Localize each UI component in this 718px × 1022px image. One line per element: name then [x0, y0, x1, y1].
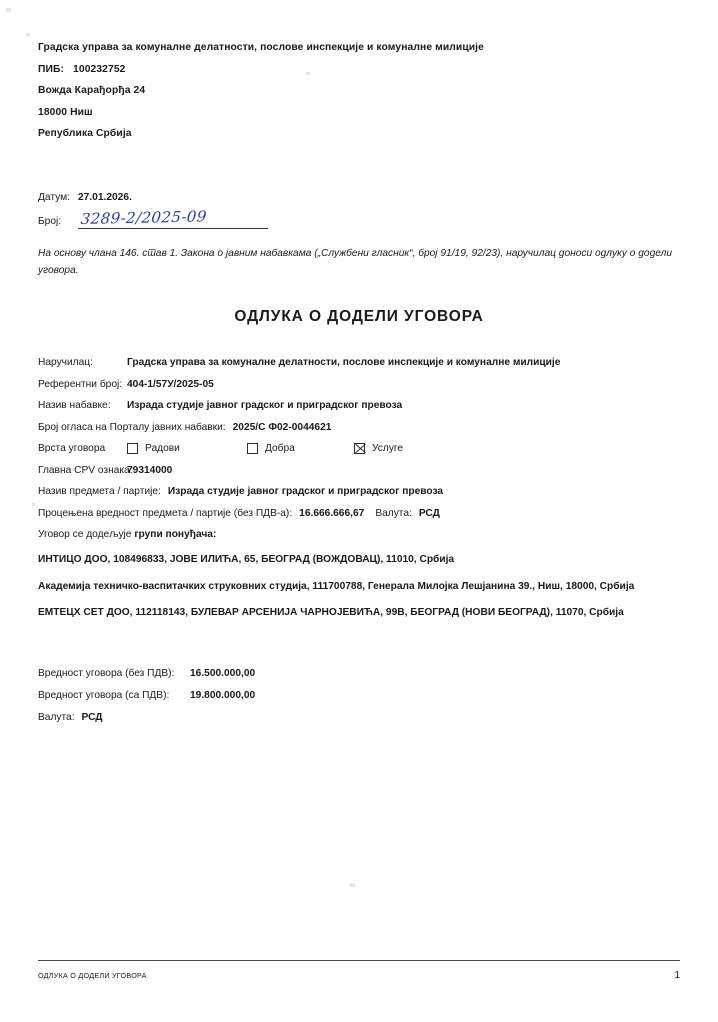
total-net-row — [38, 668, 438, 679]
award-intro — [38, 529, 678, 540]
total-currency-row — [38, 712, 438, 723]
letterhead-organization: Градска управа за комуналне делатности, послове инспекције и комуналне милиције — [38, 42, 484, 53]
total-currency-value: РСД — [81, 712, 103, 723]
contract-type-option-label: Радови — [145, 443, 180, 454]
procurement-name-label: Назив набавке: — [38, 400, 111, 411]
procurement-name-value: Израда студије јавног градског и приградског превоза — [127, 400, 403, 411]
date-row — [38, 188, 358, 205]
page-title: ОДЛУКА О ДОДЕЛИ УГОВОРА — [234, 308, 484, 325]
legal-basis-paragraph: На основу члана 146. став 1. Закона о јавним набавкама („Службени гласник“, број 91/19, 92/23), наручилац доноси одлуку о додели уговора. — [38, 248, 673, 276]
letterhead — [38, 42, 658, 150]
award-intro-bold: групи понуђача: — [134, 529, 217, 540]
footer-divider — [38, 960, 680, 961]
total-gross-label: Вредност уговора (са ПДВ): — [38, 690, 170, 701]
letterhead-pib — [38, 64, 658, 75]
scan-speckle — [26, 33, 30, 36]
checkbox-unchecked-icon[interactable] — [127, 443, 138, 454]
contract-type-option-dobra[interactable] — [247, 443, 354, 454]
number-label: Број: — [38, 216, 62, 227]
number-handwritten-value: 3289-2/2025-09 — [80, 207, 208, 228]
field-reference — [38, 379, 678, 390]
contract-type-option-label: Добра — [265, 443, 295, 454]
scan-speckle — [6, 8, 11, 12]
total-gross-row — [38, 690, 438, 701]
reference-label: Референтни број: — [38, 378, 123, 390]
client-label: Наручилац: — [38, 357, 93, 368]
checkbox-checked-icon[interactable] — [354, 443, 365, 454]
list-item: ЕМТЕЦХ СЕТ ДОО, 112118143, БУЛЕВАР АРСЕНИЈА ЧАРНОЈЕВИЋА, 99В, БЕОГРАД (НОВИ БЕОГРАД), 11070, Србија — [38, 607, 624, 618]
field-portal-notice — [38, 422, 678, 433]
contract-totals — [38, 668, 438, 734]
portal-notice-value: 2025/С Ф02-0044621 — [232, 421, 332, 433]
date-value: 27.01.2026. — [78, 192, 132, 203]
list-item: ИНТИЦО ДОО, 108496833, ЈОВЕ ИЛИЋА, 65, БЕОГРАД (ВОЖДОВАЦ), 11010, Србија — [38, 554, 455, 565]
list-item: Академија техничко-васпитачких струковних студија, 111700788, Генерала Милојка Лешјанина 39., Ниш, 18000, Србија — [38, 580, 635, 592]
reference-value: 404-1/57У/2025-05 — [127, 378, 214, 390]
date-label: Датум: — [38, 192, 70, 203]
footer-document-name: ОДЛУКА О ДОДЕЛИ УГОВОРА — [38, 971, 147, 980]
scan-speckle — [32, 503, 35, 506]
cpv-label: Главна CPV ознака: — [38, 464, 133, 476]
bidder-list — [38, 552, 663, 621]
contract-type-option-label: Услуге — [372, 443, 404, 454]
number-write-line — [78, 208, 268, 229]
field-list — [38, 357, 678, 632]
total-net-value: 16.500.000,00 — [190, 668, 256, 679]
award-intro-regular: Уговор се додељује — [38, 529, 135, 540]
field-procurement-name — [38, 400, 678, 411]
subject-value: Израда студије јавног градског и приградског превоза — [167, 486, 444, 497]
estimated-currency-value: РСД — [418, 507, 440, 519]
total-net-label: Вредност уговора (без ПДВ): — [38, 668, 175, 679]
estimated-currency-label: Валута: — [375, 507, 412, 519]
total-currency-label: Валута: — [38, 712, 75, 723]
footer-page-number: 1 — [674, 970, 680, 981]
page-footer — [38, 970, 680, 981]
client-value: Градска управа за комуналне делатности, послове инспекције и комуналне милиције — [127, 357, 561, 368]
contract-type-option-radovi[interactable] — [127, 443, 247, 454]
number-row — [38, 207, 358, 229]
estimated-value: 16.666.666,67 — [299, 507, 365, 519]
field-cpv — [38, 465, 678, 476]
letterhead-country: Република Србија — [38, 128, 132, 139]
document-meta — [38, 188, 358, 236]
letterhead-postal-city: 18000 Ниш — [38, 106, 93, 118]
pib-value: 100232752 — [73, 63, 126, 75]
contract-type-label: Врста уговора — [38, 443, 106, 454]
scan-speckle — [350, 883, 355, 887]
total-gross-value: 19.800.000,00 — [190, 690, 256, 701]
field-client — [38, 357, 678, 368]
checkbox-unchecked-icon[interactable] — [247, 443, 258, 454]
estimated-label: Процењена вредност предмета / партије (без ПДВ-а): — [38, 507, 293, 519]
subject-label: Назив предмета / партије: — [38, 486, 161, 497]
contract-type-option-usluge[interactable] — [354, 443, 403, 454]
cpv-value: 79314000 — [127, 464, 173, 476]
field-estimated-value — [38, 508, 678, 519]
pib-label: ПИБ: — [38, 63, 65, 75]
field-contract-type — [38, 443, 678, 454]
field-subject — [38, 486, 678, 497]
portal-notice-label: Број огласа на Порталу јавних набавки: — [38, 421, 226, 433]
letterhead-street: Вожда Карађорђа 24 — [38, 85, 146, 96]
